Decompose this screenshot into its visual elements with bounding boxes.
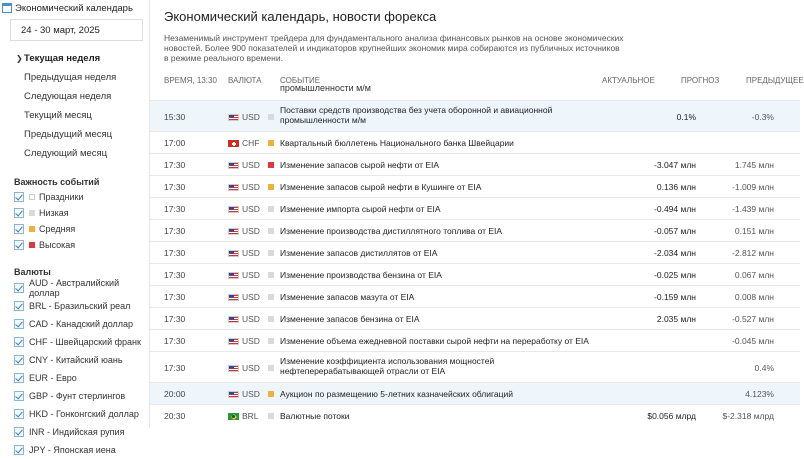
us-flag-icon — [228, 294, 239, 301]
event-title[interactable]: Поставки средств производства без учета оборонной и авиационной промышленности м/м — [280, 105, 553, 125]
importance-marker — [268, 413, 274, 419]
event-previous: 1.745 млн — [734, 160, 774, 170]
event-previous: -2.812 млн — [732, 248, 774, 258]
importance-label: Праздники — [39, 192, 84, 202]
currency-gbp[interactable] — [0, 387, 149, 405]
table-row[interactable] — [150, 382, 800, 404]
event-previous: -1.009 млн — [732, 182, 774, 192]
header-currency: ВАЛЮТА — [228, 76, 262, 85]
importance-marker — [268, 294, 274, 300]
currency-label: CNY - Китайский юань — [29, 355, 123, 365]
event-forecast: $0.056 млрд — [647, 411, 696, 421]
event-title[interactable]: Изменение коэффициента использования мощностей нефтеперерабатывающей отрасли от EIA — [280, 356, 495, 376]
importance-medium[interactable] — [0, 221, 149, 237]
period-label: Текущий месяц — [24, 110, 92, 121]
checkbox[interactable] — [14, 391, 24, 401]
checkbox[interactable] — [14, 192, 24, 202]
currency-list — [0, 279, 149, 459]
checkbox[interactable] — [14, 373, 24, 383]
event-title[interactable]: Изменение производства бензина от EIA — [280, 270, 442, 280]
period-label: Предыдущая неделя — [24, 72, 117, 83]
event-time: 17:30 — [164, 314, 186, 324]
us-flag-icon — [228, 272, 239, 279]
checkbox[interactable] — [14, 224, 24, 234]
event-time: 15:30 — [164, 112, 186, 122]
event-currency: USD — [242, 363, 260, 373]
importance-marker — [268, 338, 274, 344]
header-previous: ПРЕДЫДУЩЕЕ — [746, 76, 804, 85]
event-previous: 0.067 млн — [734, 270, 774, 280]
importance-label: Средняя — [39, 224, 76, 234]
table-row[interactable] — [150, 197, 800, 219]
event-currency: USD — [242, 314, 260, 324]
period-next-month[interactable] — [0, 144, 149, 163]
event-title[interactable]: Изменение запасов мазута от EIA — [280, 292, 415, 302]
currency-label: GBP - Фунт стерлингов — [29, 391, 126, 401]
table-row[interactable] — [150, 263, 800, 285]
event-currency: USD — [242, 182, 260, 192]
chevron-right-icon: ❯ — [16, 54, 23, 63]
importance-marker — [268, 184, 274, 190]
table-row[interactable] — [150, 329, 800, 351]
event-time: 17:30 — [164, 226, 186, 236]
event-currency: USD — [242, 160, 260, 170]
event-previous: 0.008 млн — [734, 292, 774, 302]
sidebar — [0, 0, 150, 455]
event-currency: USD — [242, 112, 260, 122]
period-label: Следующий месяц — [24, 148, 108, 159]
event-title[interactable]: Аукцион по размещению 5-летних казначейских облигаций — [280, 389, 514, 399]
importance-marker — [268, 250, 274, 256]
importance-low-marker — [29, 210, 35, 216]
calendar-title — [0, 0, 149, 16]
brazil-flag-icon — [228, 413, 239, 420]
event-title[interactable]: Изменение производства дистиллятного топлива от EIA — [280, 226, 503, 236]
currency-jpy[interactable] — [0, 441, 149, 459]
clipped-event-row — [280, 83, 371, 98]
event-forecast: -2.034 млн — [654, 248, 696, 258]
importance-marker — [268, 114, 274, 120]
period-list — [0, 49, 149, 163]
checkbox[interactable] — [14, 301, 24, 311]
event-currency: USD — [242, 389, 260, 399]
event-currency: USD — [242, 336, 260, 346]
calendar-icon — [2, 3, 12, 13]
checkbox[interactable] — [14, 355, 24, 365]
period-label: Следующая неделя — [24, 91, 112, 102]
event-forecast: -3.047 млн — [654, 160, 696, 170]
table-row[interactable] — [150, 307, 800, 329]
event-forecast: -0.494 млн — [654, 204, 696, 214]
currency-label: INR - Индийская рупия — [29, 427, 125, 437]
table-row[interactable] — [150, 175, 800, 197]
period-current-month[interactable] — [0, 106, 149, 125]
importance-marker — [268, 140, 274, 146]
event-previous: 0.151 млн — [734, 226, 774, 236]
event-forecast: 2.035 млн — [656, 314, 696, 324]
currency-label: AUD - Австралийский доллар — [29, 278, 120, 298]
event-title[interactable]: Изменение запасов бензина от EIA — [280, 314, 420, 324]
table-row[interactable] — [150, 404, 800, 426]
event-currency: CHF — [242, 138, 260, 148]
importance-marker — [268, 162, 274, 168]
event-title[interactable]: Изменение запасов сырой нефти от EIA — [280, 160, 440, 170]
currency-label: CAD - Канадский доллар — [29, 319, 134, 329]
period-label: Предыдущий месяц — [24, 129, 113, 140]
event-previous: -0.045 млн — [732, 336, 774, 346]
event-title[interactable]: Квартальный бюллетень Национального банка Швейцарии — [280, 138, 514, 148]
table-row[interactable] — [150, 241, 800, 263]
header-event: СОБЫТИЕ — [280, 76, 321, 85]
importance-marker — [268, 228, 274, 234]
importance-label: Высокая — [39, 240, 76, 250]
checkbox[interactable] — [14, 319, 24, 329]
event-previous: 0.4% — [754, 363, 774, 373]
currency-label: JPY - Японская иена — [29, 445, 116, 455]
period-label: Текущая неделя — [24, 53, 101, 64]
us-flag-icon — [228, 184, 239, 191]
event-currency: USD — [242, 226, 260, 236]
event-title[interactable]: Изменение объема ежедневной поставки сырой нефти на переработку от EIA — [280, 336, 589, 346]
currency-inr[interactable] — [0, 423, 149, 441]
importance-holiday-marker — [29, 194, 35, 200]
currency-eur[interactable] — [0, 369, 149, 387]
currencies-title: Валюты — [14, 267, 51, 277]
event-title[interactable]: Изменение запасов дистиллятов от EIA — [280, 248, 438, 258]
date-range-picker[interactable]: 24 - 30 март, 2025 — [10, 19, 143, 41]
calendar-main — [150, 0, 804, 428]
event-currency: BRL — [242, 411, 259, 421]
event-previous: -0.3% — [751, 112, 774, 122]
checkbox[interactable] — [14, 427, 24, 437]
clipped-event-text: промышленности м/м — [280, 83, 371, 93]
us-flag-icon — [228, 338, 239, 345]
us-flag-icon — [228, 162, 239, 169]
currency-label: EUR - Евро — [29, 373, 77, 383]
currency-aud[interactable] — [0, 279, 149, 297]
importance-low[interactable] — [0, 205, 149, 221]
importance-marker — [268, 365, 274, 371]
importance-high-marker — [29, 242, 35, 248]
importance-label: Низкая — [39, 208, 69, 218]
importance-high[interactable] — [0, 237, 149, 253]
event-previous: -1.439 млн — [732, 204, 774, 214]
currency-label: CHF - Швейцарский франк — [29, 337, 141, 347]
table-row[interactable] — [150, 351, 800, 382]
intro-text: Незаменимый инструмент трейдера для фундаментального анализа финансовых рынков на основе экономических новостей. Более 900 показателей и индикаторов крупнейших экономик мира собираются из публичных источников в режиме реального времени. — [164, 33, 624, 63]
events-table — [150, 100, 800, 426]
checkbox[interactable] — [14, 208, 24, 218]
event-title[interactable]: Валютные потоки — [280, 411, 350, 421]
importance-marker — [268, 391, 274, 397]
event-previous: 4.123% — [745, 389, 774, 399]
currency-label: HKD - Гонконгский доллар — [29, 409, 139, 419]
event-previous: -0.527 млн — [732, 314, 774, 324]
event-forecast: -0.159 млн — [654, 292, 696, 302]
checkbox[interactable] — [14, 445, 24, 455]
period-previous-month[interactable] — [0, 125, 149, 144]
table-row[interactable] — [150, 219, 800, 241]
event-time: 17:30 — [164, 363, 186, 373]
table-row[interactable] — [150, 285, 800, 307]
importance-marker — [268, 316, 274, 322]
us-flag-icon — [228, 391, 239, 398]
event-time: 17:00 — [164, 138, 186, 148]
table-row[interactable] — [150, 100, 800, 131]
header-time[interactable]: ВРЕМЯ, 13:30 — [164, 76, 217, 85]
event-title[interactable]: Изменение импорта сырой нефти от EIA — [280, 204, 441, 214]
event-time: 17:30 — [164, 182, 186, 192]
calendar-title-text: Экономический календарь — [15, 2, 133, 14]
swiss-flag-icon — [228, 140, 239, 147]
checkbox[interactable] — [14, 409, 24, 419]
event-forecast: -0.057 млн — [654, 226, 696, 236]
importance-marker — [268, 272, 274, 278]
currency-cad[interactable] — [0, 315, 149, 333]
us-flag-icon — [228, 114, 239, 121]
importance-holidays[interactable] — [0, 189, 149, 205]
us-flag-icon — [228, 206, 239, 213]
checkbox[interactable] — [14, 240, 24, 250]
checkbox[interactable] — [14, 283, 24, 293]
currency-brl[interactable] — [0, 297, 149, 315]
event-previous: $-2.318 млрд — [722, 411, 774, 421]
period-current-week[interactable] — [0, 49, 149, 68]
us-flag-icon — [228, 250, 239, 257]
table-row[interactable] — [150, 131, 800, 153]
currency-chf[interactable] — [0, 333, 149, 351]
event-time: 17:30 — [164, 204, 186, 214]
currency-cny[interactable] — [0, 351, 149, 369]
importance-marker — [268, 206, 274, 212]
page-title: Экономический календарь, новости форекса — [164, 9, 437, 24]
event-time: 20:00 — [164, 389, 186, 399]
us-flag-icon — [228, 365, 239, 372]
currency-label: BRL - Бразильский реал — [29, 301, 131, 311]
currency-hkd[interactable] — [0, 405, 149, 423]
event-currency: USD — [242, 248, 260, 258]
header-actual: АКТУАЛЬНОЕ — [602, 76, 655, 85]
event-time: 17:30 — [164, 292, 186, 302]
event-time: 17:30 — [164, 248, 186, 258]
importance-medium-marker — [29, 226, 35, 232]
event-forecast: 0.1% — [676, 112, 696, 122]
event-time: 17:30 — [164, 336, 186, 346]
importance-title: Важность событий — [14, 177, 100, 187]
event-forecast: -0.025 млн — [654, 270, 696, 280]
us-flag-icon — [228, 228, 239, 235]
event-currency: USD — [242, 270, 260, 280]
period-previous-week[interactable] — [0, 68, 149, 87]
event-time: 20:30 — [164, 411, 186, 421]
period-next-week[interactable] — [0, 87, 149, 106]
table-row[interactable] — [150, 153, 800, 175]
header-forecast: ПРОГНОЗ — [681, 76, 720, 85]
event-currency: USD — [242, 204, 260, 214]
us-flag-icon — [228, 316, 239, 323]
checkbox[interactable] — [14, 337, 24, 347]
event-time: 17:30 — [164, 270, 186, 280]
event-forecast: 0.136 млн — [656, 182, 696, 192]
event-currency: USD — [242, 292, 260, 302]
table-header — [150, 74, 804, 88]
event-title[interactable]: Изменение запасов сырой нефти в Кушинге от EIA — [280, 182, 482, 192]
event-time: 17:30 — [164, 160, 186, 170]
